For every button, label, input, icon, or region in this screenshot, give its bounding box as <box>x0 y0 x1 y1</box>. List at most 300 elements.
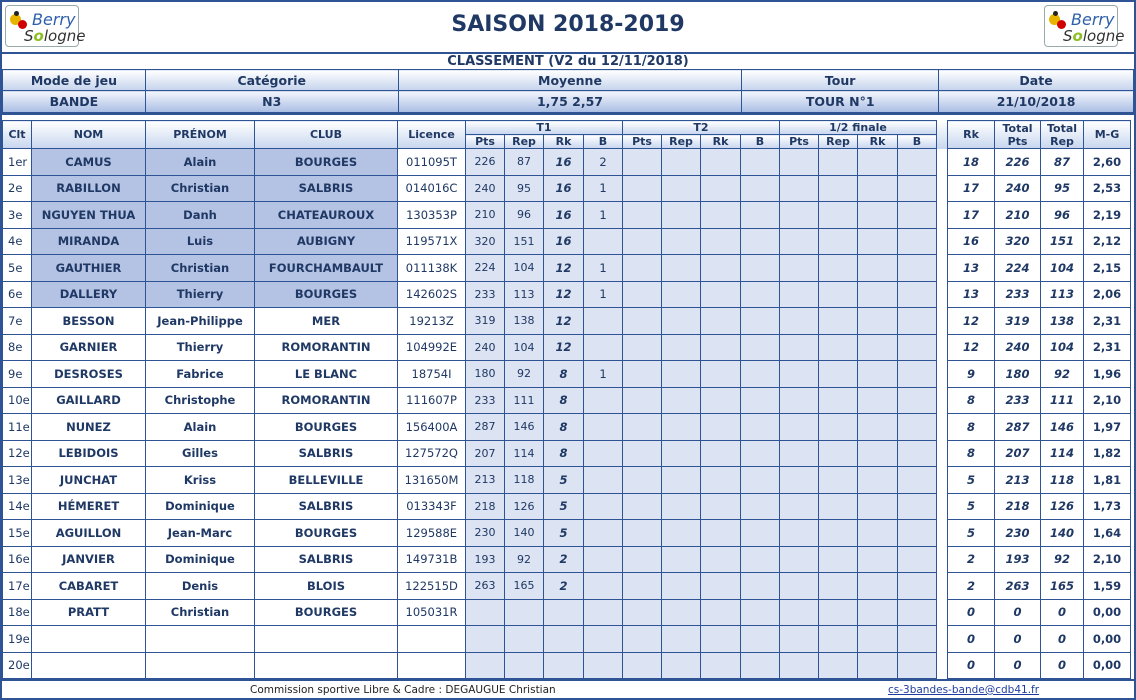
semifinal-pts-cell <box>780 440 819 467</box>
first-name-cell: Dominique <box>146 493 255 520</box>
t1-rep-cell: 92 <box>505 361 544 388</box>
club-cell: SALBRIS <box>255 546 398 573</box>
total-pts-cell: 287 <box>995 414 1041 441</box>
first-name-cell: Denis <box>146 573 255 600</box>
t1-rep-cell <box>505 599 544 626</box>
ranking-subtitle: CLASSEMENT (V2 du 12/11/2018) <box>2 52 1134 69</box>
col-header-semifinal: 1/2 finale <box>780 121 937 135</box>
col-header-prenom: PRÉNOM <box>146 121 255 149</box>
info-value-round: TOUR N°1 <box>742 91 939 113</box>
semifinal-rk-cell <box>858 626 898 653</box>
gap-column <box>937 228 948 255</box>
total-pts-cell: 224 <box>995 255 1041 282</box>
t1-rk-cell: 12 <box>544 308 584 335</box>
first-name-cell: Christian <box>146 255 255 282</box>
t2-b-cell <box>741 175 780 202</box>
semifinal-rk-cell <box>858 493 898 520</box>
t1-b-cell: 1 <box>584 255 623 282</box>
table-row <box>3 546 1131 573</box>
col-header-nom: NOM <box>32 121 146 149</box>
t2-pts-cell <box>623 149 662 176</box>
t1-rk-cell: 12 <box>544 334 584 361</box>
t2-rk-cell <box>701 467 741 494</box>
mg-cell: 2,31 <box>1084 308 1131 335</box>
t2-b-cell <box>741 440 780 467</box>
licence-cell: 129588E <box>398 520 466 547</box>
total-pts-cell: 240 <box>995 175 1041 202</box>
t2-b-cell <box>741 573 780 600</box>
semifinal-pts-cell <box>780 175 819 202</box>
total-rep-cell: 104 <box>1041 334 1084 361</box>
semifinal-b-cell <box>898 308 937 335</box>
gap-column <box>937 467 948 494</box>
t1-b-cell <box>584 467 623 494</box>
licence-cell: 149731B <box>398 546 466 573</box>
col-header-rk: Rk <box>858 135 898 149</box>
mg-cell: 1,81 <box>1084 467 1131 494</box>
licence-cell: 119571X <box>398 228 466 255</box>
table-row <box>3 361 1131 388</box>
semifinal-rk-cell <box>858 202 898 229</box>
table-row <box>3 334 1131 361</box>
mg-cell: 2,15 <box>1084 255 1131 282</box>
gap-column <box>937 281 948 308</box>
club-cell: ROMORANTIN <box>255 334 398 361</box>
total-rep-cell: 104 <box>1041 255 1084 282</box>
semifinal-b-cell <box>898 493 937 520</box>
club-cell: BLOIS <box>255 573 398 600</box>
t1-rk-cell: 16 <box>544 228 584 255</box>
t1-pts-cell: 240 <box>466 334 505 361</box>
total-rep-cell: 96 <box>1041 202 1084 229</box>
gap-column <box>937 308 948 335</box>
t2-rep-cell <box>662 599 701 626</box>
t2-rk-cell <box>701 387 741 414</box>
t2-rep-cell <box>662 414 701 441</box>
col-header-mg: M-G <box>1084 121 1131 149</box>
t2-b-cell <box>741 228 780 255</box>
t2-rep-cell <box>662 255 701 282</box>
total-pts-cell: 230 <box>995 520 1041 547</box>
semifinal-b-cell <box>898 440 937 467</box>
t2-rep-cell <box>662 440 701 467</box>
col-header-club: CLUB <box>255 121 398 149</box>
club-cell: BOURGES <box>255 599 398 626</box>
last-name-cell: PRATT <box>32 599 146 626</box>
semifinal-rk-cell <box>858 334 898 361</box>
logo-text-sologne: Sologne <box>1063 27 1125 45</box>
t1-rep-cell <box>505 652 544 679</box>
t1-rk-cell: 12 <box>544 281 584 308</box>
last-name-cell: HÉMERET <box>32 493 146 520</box>
last-name-cell <box>32 652 146 679</box>
info-value-mode: BANDE <box>3 91 146 113</box>
licence-cell: 19213Z <box>398 308 466 335</box>
col-header-pts: Pts <box>623 135 662 149</box>
t2-pts-cell <box>623 440 662 467</box>
rank-cell: 18e <box>3 599 32 626</box>
page-title: SAISON 2018-2019 <box>451 12 685 37</box>
semifinal-b-cell <box>898 626 937 653</box>
rank-cell: 12e <box>3 440 32 467</box>
rank-cell: 6e <box>3 281 32 308</box>
t2-rk-cell <box>701 599 741 626</box>
gap-column <box>937 599 948 626</box>
rank-cell: 16e <box>3 546 32 573</box>
semifinal-rk-cell <box>858 652 898 679</box>
t2-b-cell <box>741 255 780 282</box>
total-pts-cell: 240 <box>995 334 1041 361</box>
mg-cell: 2,53 <box>1084 175 1131 202</box>
info-labels-row <box>3 70 1134 91</box>
t2-pts-cell <box>623 175 662 202</box>
t1-b-cell <box>584 440 623 467</box>
t2-pts-cell <box>623 493 662 520</box>
competition-info-table <box>2 69 1134 113</box>
total-rep-cell: 0 <box>1041 626 1084 653</box>
first-name-cell: Christophe <box>146 387 255 414</box>
rank-cell: 14e <box>3 493 32 520</box>
first-name-cell: Fabrice <box>146 361 255 388</box>
mg-cell: 2,10 <box>1084 546 1131 573</box>
gap-column <box>937 255 948 282</box>
first-name-cell: Alain <box>146 149 255 176</box>
total-pts-cell: 233 <box>995 387 1041 414</box>
semifinal-rep-cell <box>819 652 858 679</box>
t1-b-cell <box>584 334 623 361</box>
t1-rk-cell: 16 <box>544 202 584 229</box>
semifinal-b-cell <box>898 652 937 679</box>
club-cell: BOURGES <box>255 520 398 547</box>
t2-rep-cell <box>662 493 701 520</box>
col-header-licence: Licence <box>398 121 466 149</box>
mg-cell: 2,06 <box>1084 281 1131 308</box>
t1-rep-cell: 140 <box>505 520 544 547</box>
t1-rep-cell: 114 <box>505 440 544 467</box>
t2-b-cell <box>741 652 780 679</box>
table-row <box>3 308 1131 335</box>
info-label: Moyenne <box>398 70 742 91</box>
last-name-cell: BESSON <box>32 308 146 335</box>
t1-b-cell <box>584 308 623 335</box>
total-rep-cell: 113 <box>1041 281 1084 308</box>
t2-rep-cell <box>662 520 701 547</box>
total-pts-cell: 319 <box>995 308 1041 335</box>
t1-pts-cell <box>466 652 505 679</box>
logo-text-berry: Berry <box>1071 10 1115 29</box>
semifinal-pts-cell <box>780 520 819 547</box>
total-pts-cell: 210 <box>995 202 1041 229</box>
total-rep-cell: 140 <box>1041 520 1084 547</box>
total-rk-cell: 5 <box>948 467 995 494</box>
gap-column <box>937 361 948 388</box>
gap-column <box>937 175 948 202</box>
table-row <box>3 599 1131 626</box>
t2-rk-cell <box>701 334 741 361</box>
t2-rk-cell <box>701 652 741 679</box>
rank-cell: 19e <box>3 626 32 653</box>
club-cell: CHATEAUROUX <box>255 202 398 229</box>
mg-cell: 2,10 <box>1084 387 1131 414</box>
semifinal-pts-cell <box>780 467 819 494</box>
total-rep-cell: 92 <box>1041 546 1084 573</box>
club-cell <box>255 626 398 653</box>
t1-rk-cell: 12 <box>544 255 584 282</box>
gap-column <box>937 626 948 653</box>
total-rep-cell: 111 <box>1041 387 1084 414</box>
total-rep-cell: 114 <box>1041 440 1084 467</box>
t2-b-cell <box>741 493 780 520</box>
t2-b-cell <box>741 202 780 229</box>
semifinal-pts-cell <box>780 202 819 229</box>
t1-rk-cell <box>544 652 584 679</box>
semifinal-b-cell <box>898 414 937 441</box>
t1-rk-cell: 2 <box>544 546 584 573</box>
club-cell: SALBRIS <box>255 493 398 520</box>
semifinal-rk-cell <box>858 440 898 467</box>
semifinal-b-cell <box>898 202 937 229</box>
mg-cell: 2,12 <box>1084 228 1131 255</box>
t1-pts-cell: 218 <box>466 493 505 520</box>
t1-rk-cell <box>544 626 584 653</box>
licence-cell: 18754I <box>398 361 466 388</box>
col-header-rep: Rep <box>505 135 544 149</box>
table-row <box>3 202 1131 229</box>
t2-pts-cell <box>623 228 662 255</box>
licence-cell <box>398 626 466 653</box>
rank-cell: 17e <box>3 573 32 600</box>
last-name-cell <box>32 626 146 653</box>
mg-cell: 1,96 <box>1084 361 1131 388</box>
t2-rk-cell <box>701 175 741 202</box>
first-name-cell: Kriss <box>146 467 255 494</box>
table-row <box>3 652 1131 679</box>
t1-rep-cell <box>505 626 544 653</box>
licence-cell: 111607P <box>398 387 466 414</box>
t1-rep-cell: 104 <box>505 334 544 361</box>
semifinal-rep-cell <box>819 414 858 441</box>
t2-pts-cell <box>623 573 662 600</box>
info-label: Catégorie <box>145 70 398 91</box>
club-cell: BELLEVILLE <box>255 467 398 494</box>
t1-rk-cell <box>544 599 584 626</box>
semifinal-rk-cell <box>858 599 898 626</box>
t1-pts-cell: 213 <box>466 467 505 494</box>
total-pts-cell: 263 <box>995 573 1041 600</box>
col-header-b: B <box>584 135 623 149</box>
col-header-pts: Pts <box>780 135 819 149</box>
t2-rep-cell <box>662 573 701 600</box>
semifinal-pts-cell <box>780 334 819 361</box>
total-rep-cell: 0 <box>1041 652 1084 679</box>
gap-column <box>937 546 948 573</box>
semifinal-rk-cell <box>858 281 898 308</box>
t1-rk-cell: 5 <box>544 467 584 494</box>
t2-rep-cell <box>662 652 701 679</box>
total-pts-cell: 207 <box>995 440 1041 467</box>
t1-pts-cell: 224 <box>466 255 505 282</box>
club-cell: BOURGES <box>255 149 398 176</box>
t1-b-cell <box>584 599 623 626</box>
total-rep-cell: 165 <box>1041 573 1084 600</box>
table-row <box>3 281 1131 308</box>
mg-cell: 1,97 <box>1084 414 1131 441</box>
t1-rep-cell: 113 <box>505 281 544 308</box>
t1-rep-cell: 146 <box>505 414 544 441</box>
semifinal-rep-cell <box>819 334 858 361</box>
semifinal-rep-cell <box>819 467 858 494</box>
t1-pts-cell: 233 <box>466 387 505 414</box>
rank-cell: 8e <box>3 334 32 361</box>
semifinal-rep-cell <box>819 599 858 626</box>
semifinal-pts-cell <box>780 493 819 520</box>
info-label: Date <box>939 70 1134 91</box>
licence-cell: 156400A <box>398 414 466 441</box>
t2-rep-cell <box>662 149 701 176</box>
mg-cell: 2,60 <box>1084 149 1131 176</box>
total-pts-cell: 0 <box>995 652 1041 679</box>
col-header-b: B <box>898 135 937 149</box>
total-rk-cell: 16 <box>948 228 995 255</box>
semifinal-b-cell <box>898 149 937 176</box>
t2-rk-cell <box>701 255 741 282</box>
semifinal-b-cell <box>898 255 937 282</box>
t1-pts-cell: 226 <box>466 149 505 176</box>
t2-rep-cell <box>662 361 701 388</box>
col-header-clt: Clt <box>3 121 32 149</box>
col-header-b: B <box>741 135 780 149</box>
semifinal-rk-cell <box>858 467 898 494</box>
t1-rep-cell: 151 <box>505 228 544 255</box>
licence-cell: 131650M <box>398 467 466 494</box>
semifinal-b-cell <box>898 228 937 255</box>
total-rk-cell: 5 <box>948 493 995 520</box>
semifinal-b-cell <box>898 281 937 308</box>
semifinal-rk-cell <box>858 175 898 202</box>
t1-rep-cell: 138 <box>505 308 544 335</box>
t2-b-cell <box>741 414 780 441</box>
club-cell: MER <box>255 308 398 335</box>
semifinal-pts-cell <box>780 387 819 414</box>
t2-rk-cell <box>701 573 741 600</box>
t2-pts-cell <box>623 202 662 229</box>
t2-rk-cell <box>701 626 741 653</box>
semifinal-rep-cell <box>819 228 858 255</box>
table-row <box>3 520 1131 547</box>
t2-rep-cell <box>662 202 701 229</box>
table-row <box>3 414 1131 441</box>
mg-cell: 2,31 <box>1084 334 1131 361</box>
last-name-cell: MIRANDA <box>32 228 146 255</box>
t1-b-cell: 1 <box>584 175 623 202</box>
mg-cell: 0,00 <box>1084 652 1131 679</box>
t2-b-cell <box>741 546 780 573</box>
first-name-cell: Dominique <box>146 546 255 573</box>
t1-pts-cell: 263 <box>466 573 505 600</box>
semifinal-rep-cell <box>819 387 858 414</box>
t1-b-cell <box>584 652 623 679</box>
t2-b-cell <box>741 626 780 653</box>
total-pts-cell: 226 <box>995 149 1041 176</box>
semifinal-rk-cell <box>858 308 898 335</box>
t1-rep-cell: 95 <box>505 175 544 202</box>
semifinal-b-cell <box>898 599 937 626</box>
t1-pts-cell: 207 <box>466 440 505 467</box>
semifinal-pts-cell <box>780 255 819 282</box>
total-rep-cell: 87 <box>1041 149 1084 176</box>
rank-cell: 13e <box>3 467 32 494</box>
table-header-row-1 <box>3 121 1131 135</box>
licence-cell: 130353P <box>398 202 466 229</box>
footer-email-link[interactable]: cs-3bandes-bande@cdb41.fr <box>888 684 1040 696</box>
club-cell: LE BLANC <box>255 361 398 388</box>
total-rk-cell: 8 <box>948 440 995 467</box>
licence-cell: 122515D <box>398 573 466 600</box>
t2-rk-cell <box>701 440 741 467</box>
col-header-rk-total: Rk <box>948 121 995 149</box>
total-rk-cell: 2 <box>948 573 995 600</box>
first-name-cell: Gilles <box>146 440 255 467</box>
semifinal-rep-cell <box>819 546 858 573</box>
mg-cell: 1,73 <box>1084 493 1131 520</box>
separator <box>2 113 1134 120</box>
t2-b-cell <box>741 520 780 547</box>
licence-cell: 011138K <box>398 255 466 282</box>
total-rk-cell: 13 <box>948 281 995 308</box>
club-cell: SALBRIS <box>255 175 398 202</box>
semifinal-pts-cell <box>780 149 819 176</box>
last-name-cell: GARNIER <box>32 334 146 361</box>
t1-pts-cell <box>466 599 505 626</box>
t1-pts-cell: 240 <box>466 175 505 202</box>
table-row <box>3 149 1131 176</box>
t1-b-cell <box>584 546 623 573</box>
t1-pts-cell <box>466 626 505 653</box>
last-name-cell: CABARET <box>32 573 146 600</box>
semifinal-rep-cell <box>819 281 858 308</box>
semifinal-b-cell <box>898 175 937 202</box>
ranking-table <box>2 120 1131 679</box>
gap-column <box>937 493 948 520</box>
club-cell: BOURGES <box>255 414 398 441</box>
total-rk-cell: 12 <box>948 334 995 361</box>
t2-b-cell <box>741 361 780 388</box>
total-rep-cell: 138 <box>1041 308 1084 335</box>
total-rk-cell: 17 <box>948 175 995 202</box>
total-rep-cell: 146 <box>1041 414 1084 441</box>
table-row <box>3 573 1131 600</box>
semifinal-rep-cell <box>819 149 858 176</box>
total-rk-cell: 12 <box>948 308 995 335</box>
t2-pts-cell <box>623 281 662 308</box>
t2-rep-cell <box>662 387 701 414</box>
table-row <box>3 493 1131 520</box>
t1-b-cell <box>584 228 623 255</box>
t2-rep-cell <box>662 546 701 573</box>
t2-rep-cell <box>662 228 701 255</box>
last-name-cell: NUNEZ <box>32 414 146 441</box>
semifinal-b-cell <box>898 573 937 600</box>
logo-text-berry: Berry <box>32 10 76 29</box>
last-name-cell: DALLERY <box>32 281 146 308</box>
semifinal-pts-cell <box>780 308 819 335</box>
t2-rk-cell <box>701 520 741 547</box>
t2-rep-cell <box>662 467 701 494</box>
t1-b-cell <box>584 493 623 520</box>
total-rk-cell: 13 <box>948 255 995 282</box>
t1-b-cell: 2 <box>584 149 623 176</box>
t2-pts-cell <box>623 652 662 679</box>
